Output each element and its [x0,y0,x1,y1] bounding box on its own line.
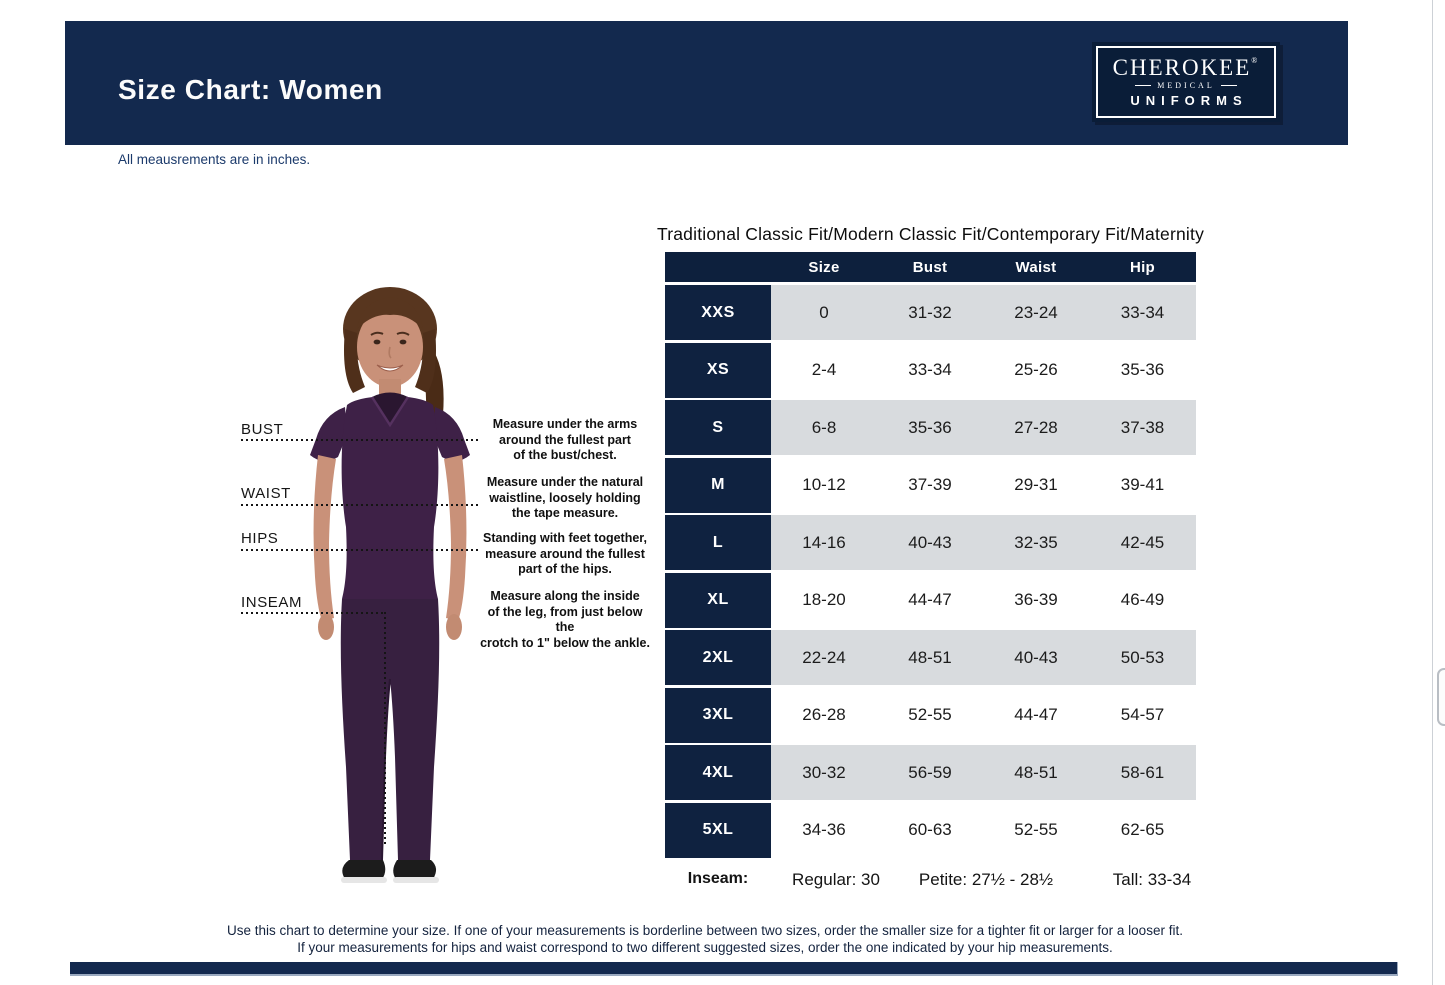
inseam-label: INSEAM [241,594,303,611]
logo-medical-line [1135,81,1236,90]
hip-value: 35-36 [1089,343,1196,398]
bust-value: 52-55 [877,688,983,743]
hips-desc-line2: measure around the fullest [485,546,645,561]
size-table [665,252,1196,860]
size-value: 22-24 [771,630,877,685]
size-cell: 2XL [665,630,771,685]
table-row-3xl [665,688,1196,743]
size-cell: L [665,515,771,570]
size-cell: S [665,400,771,455]
waist-value: 48-51 [983,745,1089,800]
logo-brand-word: CHEROKEE [1112,55,1252,80]
woman-in-scrubs-image [287,285,500,905]
size-value: 2-4 [771,343,877,398]
inseam-desc-line1: Measure along the inside [490,589,640,603]
bust-description [480,417,650,464]
header-bar [65,21,1348,145]
logo-medical-word: MEDICAL [1157,81,1215,90]
inseam-desc-line3: crotch to 1" below the ankle. [480,635,650,650]
bust-value: 37-39 [877,458,983,513]
bust-value: 35-36 [877,400,983,455]
size-value: 0 [771,285,877,340]
footer-line2: If your measurements for hips and waist correspond to two different suggested sizes, order the one indicated by your hip measurements. [297,940,1113,955]
waist-value: 52-55 [983,803,1089,858]
hip-value: 46-49 [1089,573,1196,628]
hip-value: 37-38 [1089,400,1196,455]
bust-dotted-line [241,439,480,441]
page-edge-line [1432,0,1433,985]
column-header-waist: Waist [1015,258,1057,276]
registered-mark: ® [1251,56,1260,65]
hips-dotted-line [241,549,480,551]
inseam-tall-value: Tall: 33-34 [1112,870,1192,889]
size-cell: 5XL [665,803,771,858]
logo-uniforms-word: UNIFORMS [1130,93,1248,108]
size-value: 10-12 [771,458,877,513]
waist-value: 29-31 [983,458,1089,513]
inseam-dotted-line [241,612,385,614]
size-cell: 3XL [665,688,771,743]
table-row-s [665,400,1196,455]
size-value: 26-28 [771,688,877,743]
bust-desc-line2: around the fullest part [499,432,631,447]
hip-value: 33-34 [1089,285,1196,340]
bust-value: 44-47 [877,573,983,628]
size-cell: XS [665,343,771,398]
size-value: 14-16 [771,515,877,570]
footer-line1: Use this chart to determine your size. If one of your measurements is borderline between two sizes, order the smaller size for a tighter fit or larger for a looser fit. [227,923,1183,938]
scrollbar-thumb[interactable] [1437,668,1445,726]
bust-value: 40-43 [877,515,983,570]
bust-value: 48-51 [877,630,983,685]
size-cell: XL [665,573,771,628]
column-header-bust: Bust [912,258,948,276]
size-table-header-row [665,252,1196,282]
waist-dotted-line [241,504,480,506]
bust-desc-line1: Measure under the arms [492,417,638,431]
waist-desc-line2: waistline, loosely holding [489,490,641,505]
size-value: 30-32 [771,745,877,800]
inseam-regular-value: Regular: 30 [792,870,880,889]
hips-description [480,531,650,578]
size-cell: 4XL [665,745,771,800]
waist-value: 27-28 [983,400,1089,455]
size-cell: XXS [665,285,771,340]
table-row-xxs [665,285,1196,340]
bust-value: 56-59 [877,745,983,800]
bust-desc-line3: of the bust/chest. [513,448,617,462]
bust-value: 60-63 [877,803,983,858]
inseam-row-label: Inseam: [687,870,749,887]
table-row-5xl [665,803,1196,858]
cherokee-logo-frame [1096,46,1276,118]
inseam-desc-line2: of the leg, from just below the [487,604,643,634]
waist-label: WAIST [241,485,291,502]
waist-description [480,475,650,522]
table-row-xl [665,573,1196,628]
table-row-4xl [665,745,1196,800]
logo-rule-right [1221,85,1237,86]
hips-desc-line3: part of the hips. [518,562,612,576]
hip-value: 62-65 [1089,803,1196,858]
waist-desc-line1: Measure under the natural [486,475,644,489]
inseam-petite-value: Petite: 27½ - 28½ [918,870,1054,889]
waist-value: 36-39 [983,573,1089,628]
bust-value: 31-32 [877,285,983,340]
hip-value: 58-61 [1089,745,1196,800]
bottom-accent-bar [70,962,1398,976]
waist-value: 23-24 [983,285,1089,340]
table-row-2xl [665,630,1196,685]
size-cell: M [665,458,771,513]
size-value: 6-8 [771,400,877,455]
hips-label: HIPS [241,530,279,547]
size-value: 34-36 [771,803,877,858]
logo-rule-left [1135,85,1151,86]
logo-brand-text [1113,56,1260,79]
hip-value: 42-45 [1089,515,1196,570]
waist-value: 40-43 [983,630,1089,685]
page-title: Size Chart: Women [118,74,383,105]
inseam-row [665,862,1196,898]
hip-value: 50-53 [1089,630,1196,685]
column-header-hip: Hip [1129,258,1156,276]
size-value: 18-20 [771,573,877,628]
waist-desc-line3: the tape measure. [511,506,619,520]
column-header-size: Size [808,258,840,276]
table-row-xs [665,343,1196,398]
cherokee-logo [1092,42,1280,122]
hip-value: 39-41 [1089,458,1196,513]
units-note: All meausrements are in inches. [118,152,311,167]
woman-figure-illustration [287,285,500,905]
waist-value: 32-35 [983,515,1089,570]
table-row-l [665,515,1196,570]
waist-value: 44-47 [983,688,1089,743]
footer-instructions [60,922,1350,956]
size-table-title: Traditional Classic Fit/Modern Classic Fit/Contemporary Fit/Maternity [656,224,1205,244]
hip-value: 54-57 [1089,688,1196,743]
table-row-m [665,458,1196,513]
inseam-description [480,589,650,651]
hips-desc-line1: Standing with feet together, [483,531,647,545]
inseam-vertical-dotted-line [384,612,386,845]
bust-value: 33-34 [877,343,983,398]
bust-label: BUST [241,421,284,438]
waist-value: 25-26 [983,343,1089,398]
